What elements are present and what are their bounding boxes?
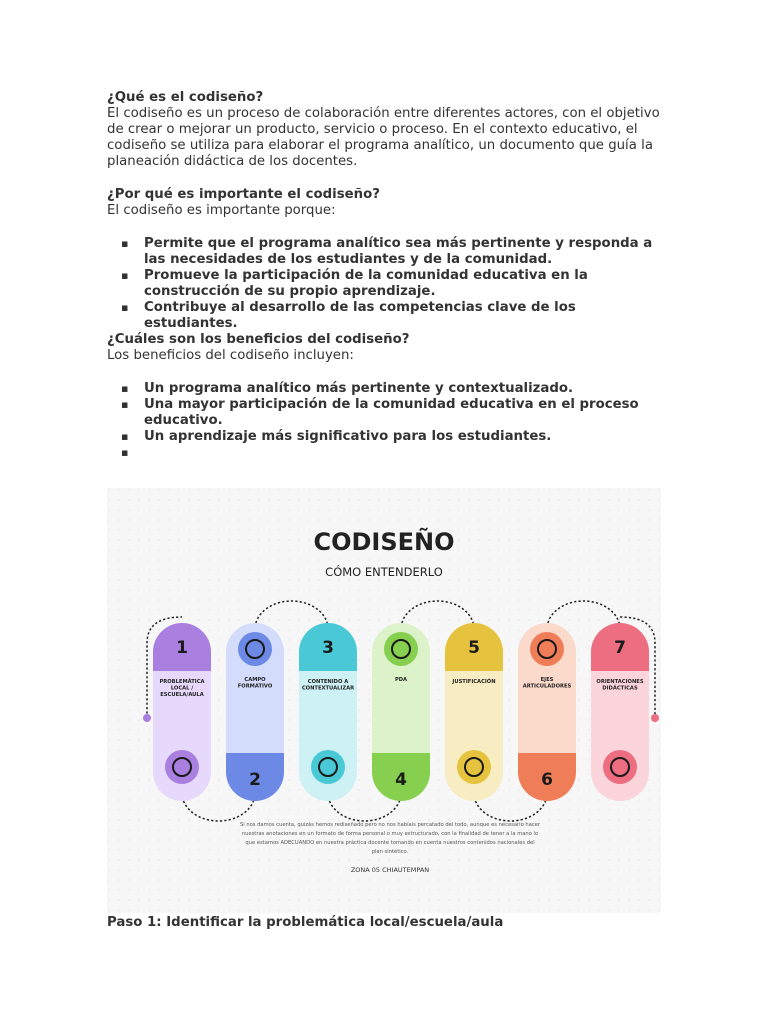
step-number: 4 (395, 770, 407, 790)
step-title: JUSTIFICACIÓN (452, 679, 496, 685)
list-item: ▪ Un aprendizaje más significativo para los estudiantes. (107, 429, 667, 445)
infographic-title: CODISEÑO (313, 528, 455, 556)
step-5 (445, 623, 503, 801)
step-2 (226, 623, 284, 801)
importance-list (107, 236, 667, 332)
heading-por-que: ¿Por qué es importante el codiseño? (107, 187, 380, 202)
step-number: 1 (176, 638, 188, 658)
end-dot (651, 714, 659, 722)
footer-line-2: nuestras anotaciones en un formato de forma personal o muy estructurado, con la finalidad de tener a la mano lo (241, 831, 539, 837)
step-3 (299, 623, 357, 801)
step-7 (591, 623, 649, 801)
step-title: CAMPO FORMATIVO (237, 677, 273, 690)
step-number: 5 (468, 638, 480, 658)
step-6 (518, 623, 576, 801)
step-title: ORIENTACIONES DIDÁCTICAS (596, 679, 644, 692)
start-dot (143, 714, 151, 722)
classroom-icon (603, 750, 637, 784)
megaphone-icon (530, 632, 564, 666)
list-item: ▪ Un programa analítico más pertinente y contextualizado. (107, 381, 667, 397)
step-number: 3 (322, 638, 334, 658)
pen-icon (457, 750, 491, 784)
zone-label: ZONA 05 CHIAUTEMPAN (350, 866, 430, 874)
list-item: ▪ Permite que el programa analítico sea más pertinente y responda a las necesidades de los estudiantes y de la comunidad. (107, 236, 667, 268)
step-1 (153, 623, 211, 801)
footer-line-1: Si nos damos cuenta, quizás hemos rediseñado pero no nos habíais percatado del todo, aunque es necesario hacer (239, 822, 541, 828)
step-title: PDA (394, 677, 408, 683)
step-number: 6 (541, 770, 553, 790)
heading-que-es: ¿Qué es el codiseño? (107, 90, 264, 105)
book-icon (384, 632, 418, 666)
step-title: CONTENIDO A CONTEXTUALIZAR (301, 679, 355, 692)
footer-line-3: que estamos ADECUANDO en nuestra práctica docente tomando en cuenta nuestros contenidos nacionales del (245, 840, 535, 846)
list-item: ▪ Una mayor participación de la comunidad educativa en el proceso educativo. (107, 397, 667, 429)
heading-beneficios: ¿Cuáles son los beneficios del codiseño? (107, 332, 410, 347)
step-number: 7 (614, 638, 626, 658)
codiseno-infographic (107, 488, 661, 913)
benefits-list (107, 381, 667, 445)
list-item: ▪ Promueve la participación de la comunidad educativa en la construcción de su propio aprendizaje. (107, 268, 667, 300)
step-4 (372, 623, 430, 801)
map-pin-icon (311, 750, 345, 784)
paragraph-beneficios: Los beneficios del codiseño incluyen: (107, 348, 354, 363)
target-icon (238, 632, 272, 666)
infographic-subtitle: CÓMO ENTENDERLO (325, 565, 443, 579)
step-title: PROBLEMÁTICA LOCAL / ESCUELA/AULA (159, 679, 205, 698)
step-number: 2 (249, 770, 261, 790)
paso-1-heading: Paso 1: Identificar la problemática local/escuela/aula (107, 915, 504, 930)
paragraph-por-que: El codiseño es importante porque: (107, 203, 336, 218)
document-body (107, 90, 667, 445)
infographic-canvas (107, 488, 661, 913)
step-title: EJES ARTICULADORES (522, 677, 572, 690)
magnifier-icon (165, 750, 199, 784)
footer-line-4: plan sintético. (371, 849, 409, 855)
paragraph-que-es: El codiseño es un proceso de colaboración entre diferentes actores, con el objetivo de crear o mejorar un producto, servicio o proceso. En el contexto educativo, el codiseño se utiliza para elaborar el programa analítico, un documento que guía la planeación didáctica de los docentes. (107, 106, 660, 169)
list-item: ▪ Contribuye al desarrollo de las competencias clave de los estudiantes. (107, 300, 667, 332)
